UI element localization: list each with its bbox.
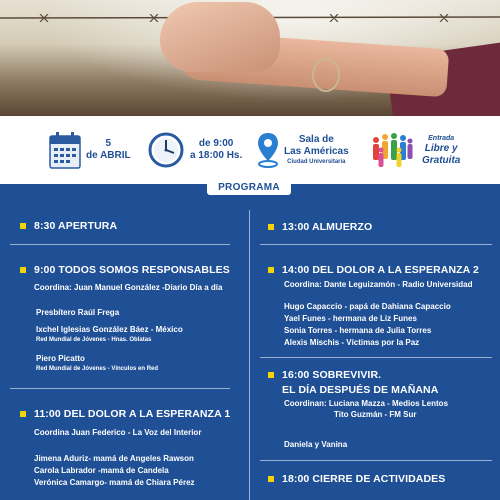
speaker-affiliation: Red Mundial de Jóvenes - Hnas. Oblatas [36,337,152,343]
speaker-line: Verónica Camargo- mamá de Chiara Pérez [34,478,195,487]
section-separator [260,244,492,245]
section-sobrevivir [268,369,381,381]
date-month: de ABRIL [86,150,131,161]
section-title: 13:00 ALMUERZO [282,221,373,233]
hero-photo [0,0,500,116]
coordinator-line: Coordina: Juan Manuel González -Diario Día a día [34,283,223,292]
section-title: 11:00 DEL DOLOR A LA ESPERANZA 1 [34,408,231,420]
people-group-icon [370,130,414,170]
section-title: 8:30 APERTURA [34,220,118,232]
speaker-line: Sonia Torres - hermana de Julia Torres [284,326,432,335]
clock-icon [148,132,184,168]
section-cierre [268,473,445,485]
venue-block [256,116,349,184]
bullet-icon [20,411,26,417]
info-bar [0,116,500,184]
bullet-icon [268,372,274,378]
section-dolor-2 [268,264,479,276]
time-block [148,116,242,184]
section-almuerzo [268,221,372,233]
speaker-line: Ixchel Iglesias González Báez - México [36,325,183,334]
section-title-1: 16:00 SOBREVIVIR. [282,369,382,381]
speaker-line: Presbítero Raúl Frega [36,308,120,317]
section-title-2: EL DÍA DESPUÉS DE MAÑANA [282,384,439,396]
venue-line-3: Ciudad Universitaria [287,159,346,165]
speaker-line: Daniela y Vanina [284,440,348,449]
speaker-line: Jimena Aduriz- mamá de Angeles Rawson [34,454,194,463]
hand-shape [160,2,280,72]
bracelet-shape [312,58,340,92]
entry-block [370,116,460,184]
entry-label: Entrada [428,134,455,142]
speaker-line: Yael Funes - hermana de Liz Funes [284,314,417,323]
speaker-line: Alexis Mischis - Víctimas por la Paz [284,338,420,347]
speaker-line: Carola Labrador -mamá de Candela [34,466,169,475]
section-responsables [20,264,230,276]
programa-tab: PROGRAMA [207,180,291,195]
section-dolor-1 [20,408,230,420]
bullet-icon [268,267,274,273]
speaker-affiliation: Red Mundial de Jóvenes - Vínculos en Red [36,366,159,372]
speaker-line: Hugo Capaccio - papá de Dahiana Capaccio [284,302,451,311]
entry-line-2: Gratuita [422,154,461,166]
section-title: 18:00 CIERRE DE ACTIVIDADES [282,473,446,485]
coordinator-line: Coordina: Dante Leguizamón - Radio Universidad [284,280,473,289]
location-pin-icon [256,131,280,169]
bullet-icon [268,476,274,482]
coordinator-line: Coordina Juan Federico - La Voz del Interior [34,428,202,437]
section-title: 14:00 DEL DOLOR A LA ESPERANZA 2 [282,264,479,276]
bullet-icon [268,224,274,230]
section-apertura [20,220,117,232]
bullet-icon [20,223,26,229]
section-separator [260,357,492,358]
coordinator-line: Coordinan: Luciana Mazza - Medios Lentos [284,399,449,408]
bullet-icon [20,267,26,273]
section-separator [260,460,492,461]
date-day: 5 [105,138,112,149]
venue-line-2: Las Américas [284,146,349,157]
speaker-line: Piero Picatto [36,354,85,363]
time-line-1: de 9:00 [198,138,234,149]
calendar-icon [48,130,82,170]
time-line-2: a 18:00 Hs. [190,150,243,161]
entry-line-1: Libre y [424,142,458,154]
venue-line-1: Sala de [298,134,334,145]
section-title: 9:00 TODOS SOMOS RESPONSABLES [34,264,230,276]
column-divider [249,210,250,500]
date-block [48,116,131,184]
coordinator-line-2: Tito Guzmán - FM Sur [334,410,417,419]
section-separator [10,388,230,389]
section-separator [10,244,230,245]
